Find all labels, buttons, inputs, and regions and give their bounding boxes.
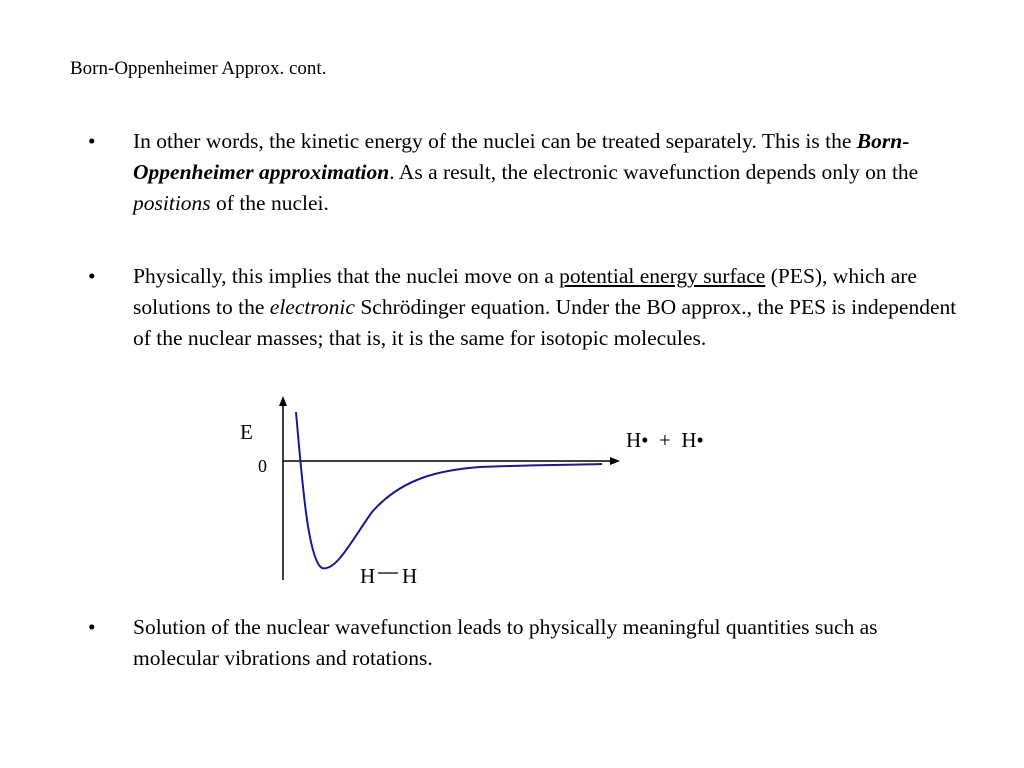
dissociated-atoms-label: H• + H•	[626, 428, 704, 452]
emphasis-term: Born-Oppenheimer approximation	[133, 129, 910, 184]
text-run: In other words, the kinetic energy of the nuclei can be treated separately. This is the	[133, 129, 857, 153]
bond-atom-left: H	[360, 564, 376, 588]
text-run: (PES), which are solutions to the	[133, 264, 917, 319]
y-axis-label: E	[240, 420, 253, 444]
underlined-term: potential energy surface	[559, 264, 766, 288]
potential-energy-curve	[296, 412, 602, 568]
bullet-marker: •	[88, 615, 96, 639]
text-run: Physically, this implies that the nuclei move on a	[133, 264, 560, 288]
zero-label: 0	[258, 456, 267, 476]
text-run: Schrödinger equation. Under the BO approx., the PES is independent of the nuclear masses; that is, it is the same for isotopic molecules.	[133, 295, 957, 350]
bond-atom-right: H	[402, 564, 418, 588]
emphasis-word: positions	[133, 191, 211, 215]
bullet-marker: •	[88, 129, 96, 153]
text-run: . As a result, the electronic wavefunction depends only on the	[389, 160, 919, 184]
bullet-text: Solution of the nuclear wavefunction leads to physically meaningful quantities such as molecular vibrations and rotations.	[133, 615, 878, 670]
slide-title: Born-Oppenheimer Approx. cont.	[70, 58, 327, 79]
emphasis-word: electronic	[269, 295, 355, 319]
text-run: of the nuclei.	[210, 191, 329, 215]
bullet-marker: •	[88, 264, 96, 288]
